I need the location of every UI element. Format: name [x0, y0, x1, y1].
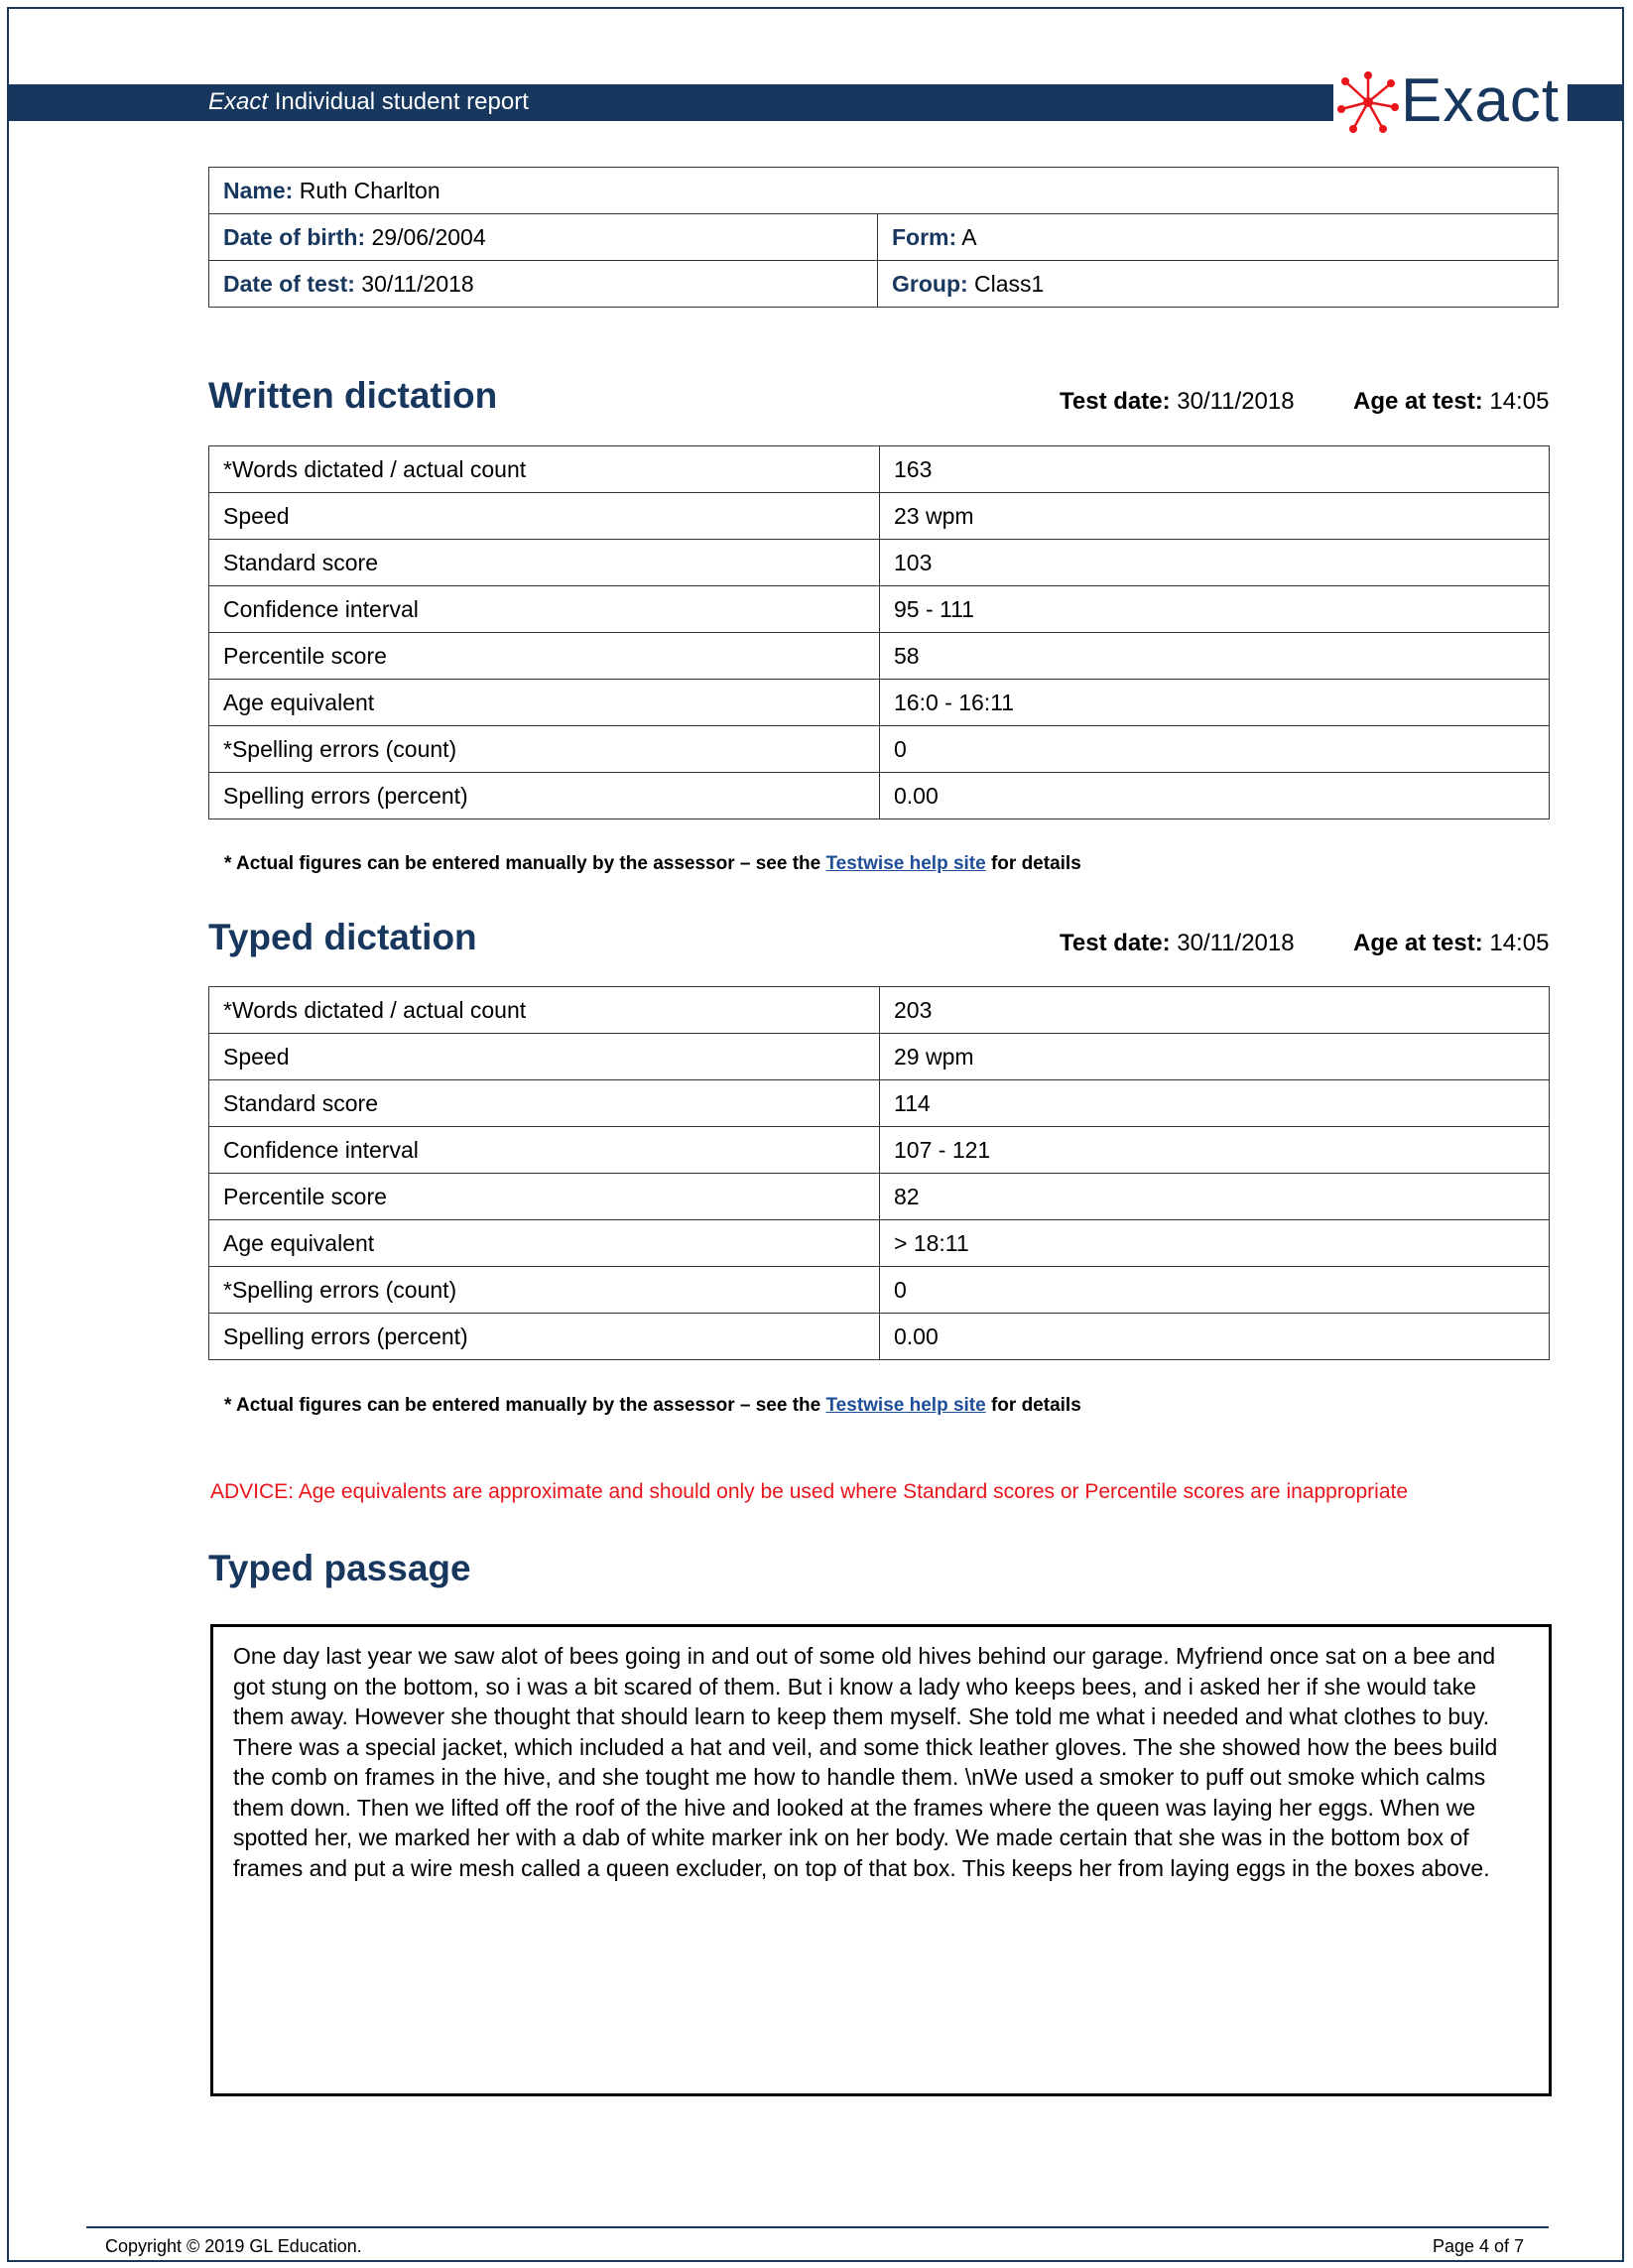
written-age-at-test: Age at test: 14:05: [1353, 388, 1550, 415]
table-row: *Words dictated / actual count 163: [209, 446, 1550, 493]
footer-divider: [86, 2226, 1549, 2228]
page-number: Page 4 of 7: [1433, 2236, 1525, 2256]
table-row: *Spelling errors (count) 0: [209, 1267, 1550, 1314]
typed-results-table: [208, 986, 1550, 1360]
typed-dictation-heading: Typed dictation: [208, 917, 477, 957]
group-cell: Group: Class1: [878, 261, 1559, 308]
name-cell: Name: Ruth Charlton: [209, 168, 1559, 214]
typed-footnote: * Actual figures can be entered manually by the assessor – see the Testwise help site for details: [224, 1395, 1081, 1416]
table-row: Confidence interval 95 - 111: [209, 586, 1550, 633]
table-row: *Spelling errors (count) 0: [209, 726, 1550, 773]
table-row: Standard score 114: [209, 1080, 1550, 1127]
table-row: Spelling errors (percent) 0.00: [209, 773, 1550, 819]
report-title: Exact Individual student report: [208, 88, 529, 115]
written-results-table: [208, 445, 1550, 819]
copyright-text: Copyright © 2019 GL Education.: [105, 2236, 362, 2256]
dob-cell: Date of birth: 29/06/2004: [209, 214, 878, 261]
logo-text: Exact: [1401, 66, 1561, 135]
table-row: Age equivalent > 18:11: [209, 1220, 1550, 1267]
typed-age-at-test: Age at test: 14:05: [1353, 930, 1550, 956]
advice-note: ADVICE: Age equivalents are approximate and should only be used where Standard scores or Percentile scores are inappropriate: [210, 1480, 1409, 1503]
table-row: Speed 23 wpm: [209, 493, 1550, 540]
typed-passage-text: One day last year we saw alot of bees going in and out of some old hives behind our garage. Myfriend once sat on a bee and got stung on the bottom, so i was a bit scared of them. But i know a lady who keeps bees, and i asked her if she would take them away. However she thought that should learn to keep them myself. She told me what i needed and what clothes to buy. There was a special jacket, which included a hat and veil, and some thick leather gloves. The she showed how the bees build the comb on frames in the hive, and she tought me how to handle them. \nWe used a smoker to puff out smoke which calms them down. Then we lifted off the roof of the hive and looked at the frames where the queen was laying her eggs. When we spotted her, we marked her with a dab of white marker ink on her body. We made certain that she was in the bottom box of frames and put a wire mesh called a queen excluder, on top of that box. This keeps her from laying eggs in the boxes above.: [210, 1624, 1552, 2096]
table-row: Age equivalent 16:0 - 16:11: [209, 680, 1550, 726]
typed-passage-heading: Typed passage: [208, 1548, 471, 1588]
typed-test-date: Test date: 30/11/2018: [1060, 930, 1295, 956]
table-row: Standard score 103: [209, 540, 1550, 586]
table-row: Speed 29 wpm: [209, 1034, 1550, 1080]
table-row: *Words dictated / actual count 203: [209, 987, 1550, 1034]
table-row: Percentile score 82: [209, 1174, 1550, 1220]
test-date-cell: Date of test: 30/11/2018: [209, 261, 878, 308]
form-cell: Form: A: [878, 214, 1559, 261]
written-footnote: * Actual figures can be entered manually by the assessor – see the Testwise help site for details: [224, 853, 1081, 874]
table-row: Spelling errors (percent) 0.00: [209, 1314, 1550, 1360]
testwise-help-link[interactable]: Testwise help site: [825, 853, 986, 874]
table-row: Confidence interval 107 - 121: [209, 1127, 1550, 1174]
written-test-date: Test date: 30/11/2018: [1060, 388, 1295, 415]
table-row: Percentile score 58: [209, 633, 1550, 680]
student-info-table: [208, 167, 1559, 308]
testwise-help-link[interactable]: Testwise help site: [825, 1395, 986, 1416]
star-burst-icon: [1337, 69, 1399, 135]
written-dictation-heading: Written dictation: [208, 375, 498, 416]
